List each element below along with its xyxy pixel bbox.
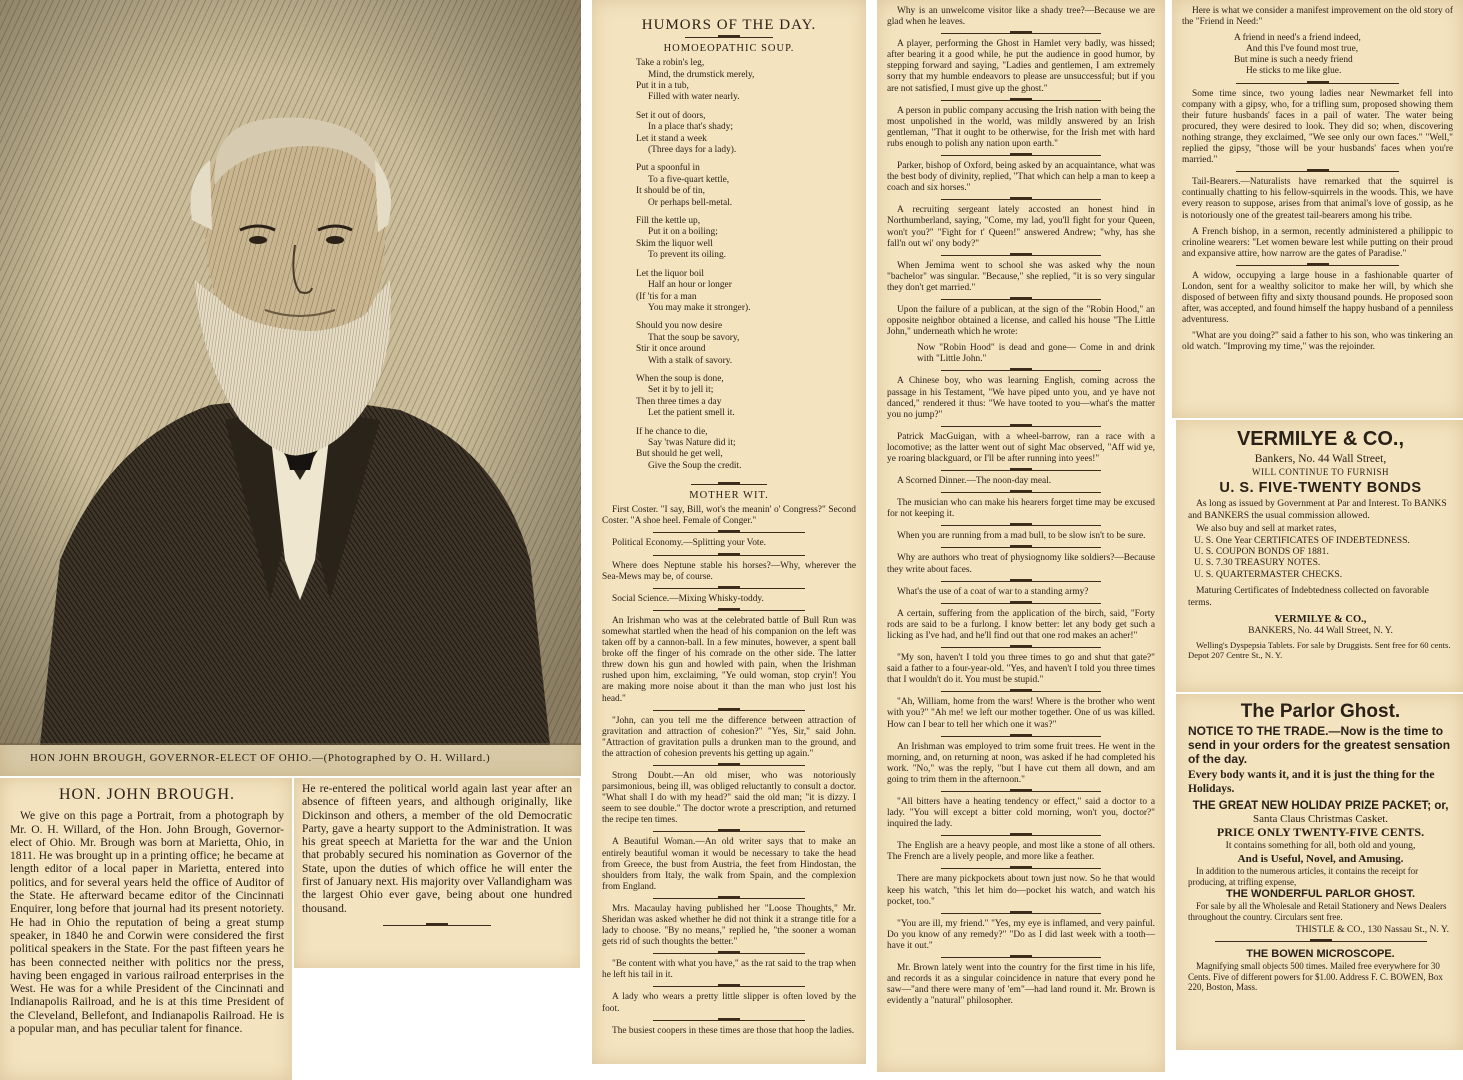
joke-item: "Be content with what you have," as the rat said to the trap when he left his tail in it. <box>602 959 856 981</box>
ghost-notice: NOTICE TO THE TRADE.—Now is the time to send in your orders for the greatest sensation of the day. <box>1188 724 1451 766</box>
verse-line: Should you now desire <box>636 321 723 332</box>
joke-item: Mrs. Macaulay having published her "Loose Thoughts," Mr. Sheridan was asked whether he did not think it a strange title for a lady to choose. "By no means," replied he, "the sooner a woman gets rid of such thoughts the better." <box>602 903 856 948</box>
divider-rule <box>941 255 1102 256</box>
soup-title: HOMOEOPATHIC SOUP. <box>663 43 795 55</box>
joke-item: Some time since, two young ladies near Newmarket fell into company with a gipsy, who, for a trifling sum, proposed showing them their future husbands' faces in a pail of water. The water being procured, they were desired to look. They did so; when, discovering nothing strange, they exclaimed, "We see only our own faces." "Well," replied the gipsy, "those will be your husbands' faces when you're married." <box>1182 88 1453 166</box>
joke-item: "What are you doing?" said a father to his son, who was tinkering an old watch. "Improving my time," was the rejoinder. <box>1182 331 1453 353</box>
joke-item: A lady who wears a pretty little slipper is often loved by the foot. <box>602 992 856 1014</box>
ghost-wonderful: THE WONDERFUL PARLOR GHOST. <box>1225 888 1416 900</box>
joke-item: A Beautiful Woman.—An old writer says that to make an entirely beautiful woman it would be necessary to take the head from Greece, the bust from Austria, the feet from Hindostan, the shoulders from Italy, the walk from Spain, and the complexion from England. <box>602 837 856 892</box>
divider-rule <box>383 925 491 926</box>
bio-column-right <box>294 778 580 968</box>
ghost-signature: THISTLE & CO., 130 Nassau St., N. Y. <box>1295 924 1449 935</box>
verse-line: Fill the kettle up, <box>636 216 701 227</box>
divider-rule <box>653 710 805 711</box>
vermilye-ad <box>1176 420 1463 692</box>
verse-line: If he chance to die, <box>636 426 708 437</box>
divider-rule <box>691 484 767 485</box>
vermilye-continue: WILL CONTINUE TO FURNISH <box>1251 467 1390 477</box>
portrait-caption: HON JOHN BROUGH, GOVERNOR-ELECT OF OHIO.—(Photographed by O. H. Willard.) <box>30 752 491 764</box>
humors-column <box>592 0 866 1064</box>
vermilye-bonds: U. S. FIVE-TWENTY BONDS <box>1219 480 1422 497</box>
divider-rule <box>653 588 805 589</box>
joke-item: A recruiting sergeant lately accosted an honest hind in Northumberland, saying, "Come, my lad, you'll fight for your Queen, won't you?" "Fight for t' Queen!" answered Andrew; "why, has she fall'n out wi' ony body?" <box>887 205 1155 249</box>
divider-rule <box>941 370 1102 371</box>
verse-line: Take a robin's leg, <box>636 58 705 69</box>
joke-item: There are many pickpockets about town just now. So he that would keep his watch, "this let him do—pocket his watch, and watch his pocket, too." <box>887 874 1155 907</box>
joke-item: Tail-Bearers.—Naturalists have remarked that the squirrel is continually chatting to his fellow-squirrels in the woods. This, we have every reason to suppose, arises from that animal's love of gossip, as he is notoriously one of the greatest tail-bearers among his tribe. <box>1182 177 1453 221</box>
divider-rule <box>941 957 1102 958</box>
divider-rule <box>1236 83 1399 84</box>
mother-wit-list <box>602 505 856 1036</box>
portrait-clipping <box>0 0 581 776</box>
vermilye-list <box>1188 535 1453 581</box>
divider-rule <box>1215 941 1427 942</box>
divider-rule <box>653 555 805 556</box>
divider-rule <box>941 691 1102 692</box>
ghost-addition: In addition to the numerous articles, it contains the receipt for producing, at trifling expense, <box>1188 866 1419 887</box>
vermilye-list-item: U. S. COUPON BONDS OF 1881. <box>1194 546 1329 558</box>
vermilye-body-2: We also buy and sell at market rates, <box>1196 523 1337 535</box>
divider-rule <box>941 492 1102 493</box>
ghost-santa: Santa Claus Christmas Casket. <box>1252 813 1389 825</box>
bowen-title: THE BOWEN MICROSCOPE. <box>1246 948 1395 960</box>
joke-item: Why is an unwelcome visitor like a shady tree?—Because we are glad when he leaves. <box>887 6 1155 28</box>
divider-rule <box>941 33 1102 34</box>
verse-line: Stir it once around <box>636 344 706 355</box>
verse-line: A friend in need's a friend indeed, <box>1234 33 1361 44</box>
joke-item: When you are running from a mad bull, to be slow isn't to be sure. <box>897 531 1146 542</box>
vermilye-body-1: As long as issued by Government at Par and Interest. To BANKS and BANKERS the usual commission allowed. <box>1188 498 1447 521</box>
verse-line: When the soup is done, <box>636 373 724 384</box>
joke-item: Patrick MacGuigan, with a wheel-barrow, ran a race with a locomotive; as the latter went out of sight Mac observed, "Aff wid ye, ye roaring blackguard, or I'll be after running into yees!" <box>887 431 1155 464</box>
jokes-column-4 <box>1172 0 1463 418</box>
verse-line: But should he get well, <box>636 449 723 460</box>
joke-item: "John, can you tell me the difference between attraction of gravitation and attraction of cohesion?" "Yes, Sir," said John. "Attraction of gravitation pulls a drunken man to the ground, and the attraction of cohesion prevents his getting up again." <box>602 715 856 759</box>
joke-item: A player, performing the Ghost in Hamlet very badly, was hissed; after bearing it a good while, he put the audience in good humor, by stepping forward and saying, "Ladies and gentlemen, I am extremely sorry that my humble endeavors to please are unsuccessful; but if you are not satisfied, I must give up the ghost." <box>887 39 1155 94</box>
verse-line: Let the patient smell it. <box>648 408 735 419</box>
verse-line: Filled with water nearly. <box>648 92 740 103</box>
verse-line: Put a spoonful in <box>636 163 700 174</box>
verse-line: Set it by to jell it; <box>648 385 714 396</box>
vermilye-signature: VERMILYE & CO., <box>1274 614 1367 626</box>
divider-rule <box>941 299 1102 300</box>
vermilye-list-item: U. S. QUARTERMASTER CHECKS. <box>1194 568 1343 580</box>
vermilye-list-item: U. S. One Year CERTIFICATES OF INDEBTEDNESS. <box>1194 534 1410 546</box>
verse-line: It should be of tin, <box>636 186 706 197</box>
joke-item: When Jemima went to school she was asked why the noun "bachelor" was singular. "Because," she replied, "it is so very singular they don't get married." <box>887 260 1155 293</box>
ghost-prize: THE GREAT NEW HOLIDAY PRIZE PACKET; or, <box>1192 800 1449 812</box>
joke-item: First Coster. "I say, Bill, wot's the meanin' o' Congress?" Second Coster. "A shoe heel. Female of Conger." <box>602 505 856 527</box>
ghost-title: The Parlor Ghost. <box>1240 701 1401 722</box>
soup-verse <box>602 58 856 479</box>
joke-item: The musician who can make his hearers forget time may be excused for not keeping it. <box>887 498 1155 520</box>
joke-item: Strong Doubt.—An old miser, who was notoriously parsimonious, being ill, was obliged reluctantly to consult a doctor. "What shall I do with my head?" said the old man; "it is dizzy. I seem to see double." The doctor wrote a prescription, and returned the recipe ten times. <box>602 770 856 826</box>
joke-item: Why are authors who treat of physiognomy like soldiers?—Because they write about faces. <box>887 553 1155 575</box>
divider-rule <box>941 868 1102 869</box>
divider-rule <box>653 532 805 533</box>
divider-rule <box>941 100 1102 101</box>
joke-item: An Irishman was employed to trim some fruit trees. He went in the morning, and, on returning at noon, was asked if he had completed his work. "No," was the reply, "but I have cut them all down, and am going to trim them in the afternoon." <box>887 741 1155 785</box>
ghost-dealers: For sale by all the Wholesale and Retail Stationery and News Dealers throughout the country. Circulars sent free. <box>1188 901 1447 922</box>
joke-item: The busiest coopers in these times are those that hoop the ladies. <box>612 1025 855 1036</box>
welling-ad: Welling's Dyspepsia Tablets. For sale by Druggists. Sent free for 60 cents. Depot 207 Centre St., N. Y. <box>1188 639 1451 660</box>
divider-rule <box>653 986 805 987</box>
verse-line: Put it in a tub, <box>636 81 689 91</box>
divider-rule <box>941 835 1102 836</box>
verse-line: He sticks to me like glue. <box>1246 66 1342 77</box>
joke-item: Social Science.—Mixing Whisky-toddy. <box>612 593 764 604</box>
verse-line: (Three days for a lady). <box>648 145 737 156</box>
divider-rule <box>941 547 1102 548</box>
joke-item: Parker, bishop of Oxford, being asked by an acquaintance, what was the best body of divinity, replied, "That which can help a man to keep a coach and six horses." <box>887 161 1155 194</box>
verse-line: To a five-quart kettle, <box>648 174 730 185</box>
verse-line: In a place that's shady; <box>648 122 733 133</box>
ghost-useful: And is Useful, Novel, and Amusing. <box>1237 853 1404 865</box>
divider-rule <box>941 913 1102 914</box>
verse-line: Let it stand a week <box>636 133 707 144</box>
divider-rule <box>1236 265 1399 266</box>
verse-line: Then three times a day <box>636 396 722 407</box>
divider-rule <box>941 603 1102 604</box>
humors-title: HUMORS OF THE DAY. <box>641 17 817 33</box>
joke-item: Where does Neptune stable his horses?—Why, wherever the Sea-Mews may be, of course. <box>602 560 856 582</box>
verse-line: And this I've found most true, <box>1246 44 1359 55</box>
joke-item: An Irishman who was at the celebrated battle of Bull Run was somewhat startled when the head of his companion on the left was taken off by a cannon-ball. In a few minutes, however, a spent ball broke off the finger of his comrade on the other side. The latter threw down his gun and howled with pain, when the Irishman rushed upon him, exclaiming, "Ye ould woman, stop cryin'! You are making more noise about it than the man who just lost his head." <box>602 615 856 704</box>
divider-rule <box>653 610 805 611</box>
joke-item: "Ah, William, home from the wars! Where is the brother who went with you?" "Ah me! we left our mother together. One of us was killed. How can I bear to tell her which one it was?" <box>887 697 1155 730</box>
bio-paragraph-1: We give on this page a Portrait, from a photograph by Mr. O. H. Willard, of the Hon. John Brough, Governor-elect of Ohio. Mr. Brough was born at Marietta, Ohio, in 1811. He was brought up in a printing office; he became at length editor of a local paper in Marietta, entered into politics, and for several years held the office of Auditor of the State. He afterward became editor of the Cincinnati Enquirer, long before that journal had its present notoriety. He had in Ohio the reputation of being a great stump speaker, in 1840 he and Corwin were considered the first political speakers in the State. For the past fifteen years he has been connected neither with politics nor the press, having been engaged in various railroad enterprises in the West. He was for a while President of the Cincinnati and Indianapolis Railroad, and he is at this time President of the Cleveland, Bellefont, and Indianapolis Railroad. He is a popular man, and has peculiar talent for finance. <box>10 809 284 1036</box>
bio-paragraph-2: He re-entered the political world again last year after an absence of fifteen years, and although originally, like Dickinson and others, a member of the old Democratic Party, gave a hearty support to the Administration. It was his great speech at Marietta for the war and the Union that probably secured his nomination as Governor of the State, upon the duties of which office he will enter the first of January next. His majority over Vallandigham was the largest Ohio ever gave, being about one hundred thousand. <box>302 782 572 915</box>
verse-line: Mind, the drumstick merely, <box>648 69 755 80</box>
divider-rule <box>685 37 774 38</box>
ghost-contains: It contains something for all, both old and young, <box>1225 840 1416 851</box>
verse-line: Or perhaps bell-metal. <box>648 197 733 208</box>
joke-item: "My son, haven't I told you three times to go and shut that gate?" said a father to a four-year-old. "Yes, and haven't I told you three times that I wouldn't do it. You must be stupid." <box>887 653 1155 686</box>
divider-rule <box>941 791 1102 792</box>
divider-rule <box>653 898 805 899</box>
verse-line: Set it out of doors, <box>636 110 706 121</box>
verse-line: That the soup be savory, <box>648 332 740 343</box>
mother-wit-title: MOTHER WIT. <box>689 490 769 502</box>
verse-line: Let the liquor boil <box>636 268 704 279</box>
verse-line: Put it on a boiling; <box>648 227 718 238</box>
joke-item: What's the use of a coat of war to a standing army? <box>897 586 1089 597</box>
joke-item: Mr. Brown lately went into the country for the first time in his life, and records it as a singular coincidence in nature that every pond he saw—"and there were many of 'em"—had land round it. Mr. Brown is evidently a "natural" philosopher. <box>887 963 1155 1007</box>
joke-item: A person in public company accusing the Irish nation with being the most unpolished in the world, was mildly answered by an Irish gentleman, "That it ought to be otherwise, for the Irish met with hard rubs enough to polish any nation upon earth." <box>887 105 1155 149</box>
verse-line: Say 'twas Nature did it; <box>648 437 736 448</box>
verse-line: But mine is such a needy friend <box>1234 55 1353 66</box>
joke-item: A Chinese boy, who was learning English, coming across the passage in his Testament, "We have piped unto you, and ye have not danced," rendered it thus: "We have tooted to you—what's the matter you no jump?" <box>887 376 1155 420</box>
verse-line: Give the Soup the credit. <box>648 460 742 471</box>
joke-item: "All bitters have a heating tendency or effect," said a doctor to a lady. "You will except a bitter cold morning, won't you, doctor?" inquired the lady. <box>887 796 1155 830</box>
bio-title: HON. JOHN BROUGH. <box>58 786 236 803</box>
divider-rule <box>941 525 1102 526</box>
verse-line: Skim the liquor well <box>636 238 713 249</box>
verse-line: To prevent its oiling. <box>648 250 726 261</box>
joke-item: Upon the failure of a publican, at the sign of the "Robin Hood," an opposite neighbor obtained a license, and called his house "The Little John," underneath which he wrote: <box>887 304 1155 338</box>
divider-rule <box>653 953 805 954</box>
ghost-every: Every body wants it, and it is just the thing for the Holidays. <box>1188 769 1435 795</box>
verse-line: Half an hour or longer <box>648 280 732 291</box>
vermilye-title: VERMILYE & CO., <box>1236 428 1405 450</box>
divider-rule <box>941 199 1102 200</box>
divider-rule <box>941 155 1102 156</box>
divider-rule <box>653 831 805 832</box>
divider-rule <box>653 765 805 766</box>
friend-verse <box>1182 33 1453 77</box>
divider-rule <box>941 647 1102 648</box>
engraved-portrait-image <box>0 0 581 745</box>
divider-rule <box>941 470 1102 471</box>
joke-item: A widow, occupying a large house in a fashionable quarter of London, sent for a wealthy solicitor to make her will, by which she disposed of between fifty and sixty thousand pounds. He proposed soon after, was accepted, and found himself the happy husband of a penniless adventuress. <box>1182 270 1453 326</box>
divider-rule <box>941 426 1102 427</box>
bowen-body: Magnifying small objects 500 times. Mailed free everywhere for 30 Cents. Five of different powers for $1.00. Address F. C. BOWEN, Box 220, Boston, Mass. <box>1188 961 1443 992</box>
divider-rule <box>941 581 1102 582</box>
joke-item: A French bishop, in a sermon, recently administered a philippic to crinoline wearers: "Let women beware lest while putting on their proud and expansive attire, how narrow are the gates of Paradise." <box>1182 226 1453 259</box>
joke-item: Political Economy.—Splitting your Vote. <box>612 538 766 549</box>
divider-rule <box>653 1020 805 1021</box>
verse-line: You may make it stronger). <box>648 302 751 313</box>
joke-item: A Scorned Dinner.—The noon-day meal. <box>897 476 1052 487</box>
jokes-list-3 <box>887 6 1155 1007</box>
joke-item: "You are ill, my friend." "Yes, my eye is inflamed, and very painful. Do you know of any remedy?" "Do as I did last week with a tooth—have it out." <box>887 918 1155 951</box>
jokes-column-3 <box>877 0 1165 1072</box>
joke-item: Now "Robin Hood" is dead and gone— Come in and drink with "Little John." <box>917 343 1155 365</box>
divider-rule <box>1236 171 1399 172</box>
vermilye-signature-address: BANKERS, No. 44 Wall Street, N. Y. <box>1248 625 1393 637</box>
vermilye-address: Bankers, No. 44 Wall Street, <box>1254 453 1387 465</box>
bio-column-left <box>0 778 292 1080</box>
joke-item: The English are a heavy people, and most like a stone of all others. The French are a lively people, and more like a feather. <box>887 841 1155 863</box>
vermilye-body-3: Maturing Certificates of Indebtedness collected on favorable terms. <box>1188 585 1429 608</box>
divider-rule <box>941 736 1102 737</box>
vermilye-list-item: U. S. 7.30 TREASURY NOTES. <box>1194 557 1321 569</box>
parlor-ghost-ad <box>1176 694 1463 1050</box>
verse-line: With a stalk of savory. <box>648 355 733 366</box>
joke-item: A certain, suffering from the application of the birch, said, "Forty rods are said to be a furlong. I know better: let any body get such a licking as I've had, and he'll find out that one rod makes an acher!" <box>887 608 1155 641</box>
verse-line: (If 'tis for a man <box>636 291 697 302</box>
ghost-price: PRICE ONLY TWENTY-FIVE CENTS. <box>1216 825 1425 839</box>
joke-item: Here is what we consider a manifest improvement on the old story of the "Friend in Need:" <box>1182 6 1453 28</box>
